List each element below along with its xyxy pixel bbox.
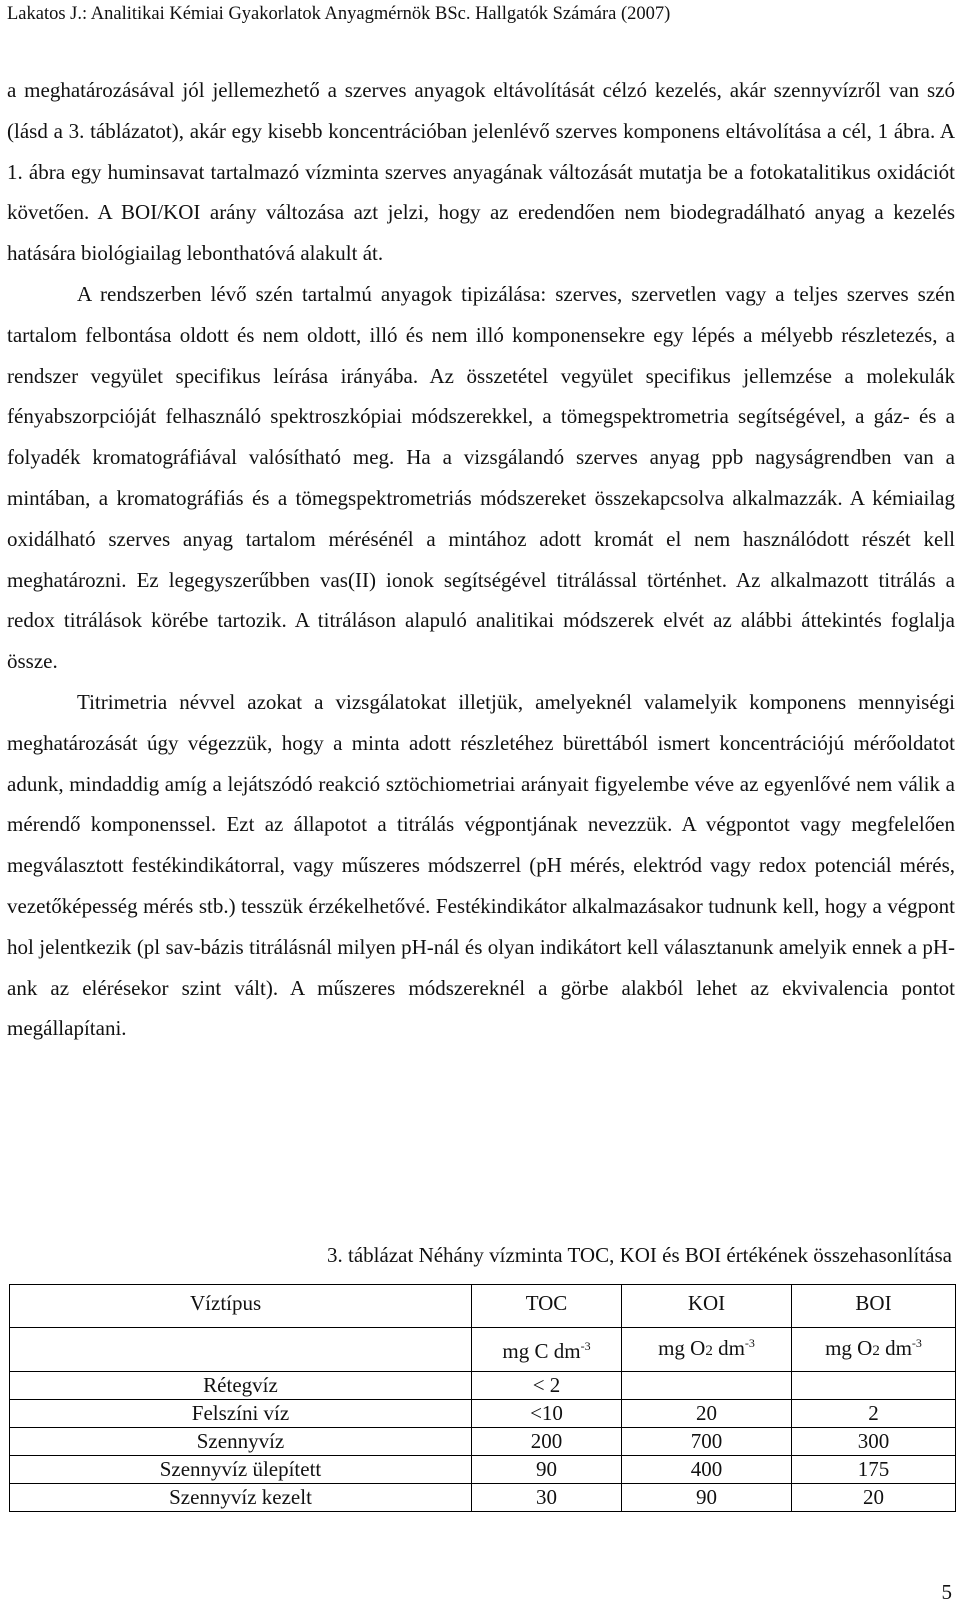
- cell-water-type: Szennyvíz kezelt: [10, 1484, 472, 1512]
- table-header-row: [10, 1285, 956, 1328]
- unit-text: dm: [712, 1336, 745, 1360]
- cell-toc: 200: [472, 1428, 622, 1456]
- table-row: [10, 1428, 956, 1456]
- units-cell-toc: [472, 1328, 622, 1372]
- paragraph: Titrimetria névvel azokat a vizsgálatokat illetjük, amelyeknél valamelyik komponens mennyiségi meghatározását úgy végezzük, hogy a minta adott részletéhez bürettából ismert koncentrációjú mérőoldatot adunk, mindaddig amíg a lejátszódó reakció sztöchiometriai arányait figyelembe véve az egyenlővé nem válik a mérendő komponenssel. Ezt az állapotot a titrálás végpontjának nevezzük. A végpontot vagy megfelelően megválasztott festékindikátorral, vagy műszeres módszerrel (pH mérés, elektród vagy redox potenciál mérés, vezetőképesség mérés stb.) tesszük érzékelhetővé. Festékindikátor alkalmazásakor tudnunk kell, hogy a végpont hol jelentkezik (pl sav-bázis titrálásnál milyen pH-nál és olyan indikátort kell választanunk amelyik ennek a pH-ank az elérésekor szint vált). A műszeres módszereknél a görbe alakból lehet az ekvivalencia pontot megállapítani.: [7, 689, 955, 1041]
- running-header: Lakatos J.: Analitikai Kémiai Gyakorlatok Anyagmérnök BSc. Hallgatók Számára (2007): [7, 4, 671, 24]
- unit-subscript: 2: [705, 1343, 713, 1359]
- unit-exponent: -3: [744, 1336, 755, 1350]
- cell-toc: 30: [472, 1484, 622, 1512]
- unit-text: dm: [879, 1336, 912, 1360]
- units-cell-koi: [622, 1328, 792, 1372]
- cell-water-type: Szennyvíz ülepített: [10, 1456, 472, 1484]
- table-row: [10, 1456, 956, 1484]
- cell-boi: 175: [792, 1456, 956, 1484]
- unit-text: mg O: [825, 1336, 873, 1360]
- table-row: [10, 1484, 956, 1512]
- cell-boi: 20: [792, 1484, 956, 1512]
- body-text: [7, 70, 955, 1049]
- unit-text: mg O: [658, 1336, 706, 1360]
- cell-koi: 400: [622, 1456, 792, 1484]
- unit-exponent: -3: [911, 1336, 922, 1350]
- cell-water-type: Rétegvíz: [10, 1372, 472, 1400]
- cell-water-type: Felszíni víz: [10, 1400, 472, 1428]
- table-row: [10, 1400, 956, 1428]
- unit-exponent: -3: [580, 1339, 591, 1353]
- cell-toc: 90: [472, 1456, 622, 1484]
- cell-koi: [622, 1372, 792, 1400]
- unit-subscript: 2: [872, 1343, 880, 1359]
- cell-koi: 20: [622, 1400, 792, 1428]
- cell-toc: <10: [472, 1400, 622, 1428]
- cell-koi: 700: [622, 1428, 792, 1456]
- cell-toc: < 2: [472, 1372, 622, 1400]
- header-cell-toc: TOC: [472, 1285, 622, 1328]
- water-sample-table: [9, 1284, 956, 1512]
- cell-koi: 90: [622, 1484, 792, 1512]
- cell-boi: 300: [792, 1428, 956, 1456]
- page-number: 5: [941, 1580, 952, 1604]
- cell-boi: [792, 1372, 956, 1400]
- header-cell-koi: KOI: [622, 1285, 792, 1328]
- paragraph: a meghatározásával jól jellemezhető a szerves anyagok eltávolítását célzó kezelés, akár szennyvízről van szó (lásd a 3. táblázatot), akár egy kisebb koncentrációban jelenlévő szerves komponens eltávolítása a cél, 1 ábra. A 1. ábra egy huminsavat tartalmazó vízminta szerves anyagának változását mutatja be a fotokatalitikus oxidációt követően. A BOI/KOI arány változása azt jelzi, hogy az eredendően nem biodegradálható anyag a kezelés hatására biológiailag lebonthatóvá alakult át.: [7, 78, 955, 266]
- cell-water-type: Szennyvíz: [10, 1428, 472, 1456]
- units-cell-empty: [10, 1328, 472, 1372]
- table-units-row: [10, 1328, 956, 1372]
- units-cell-boi: [792, 1328, 956, 1372]
- header-cell-boi: BOI: [792, 1285, 956, 1328]
- unit-text: mg C dm: [502, 1339, 581, 1363]
- header-cell-water-type: Víztípus: [10, 1285, 472, 1328]
- table-row: [10, 1372, 956, 1400]
- cell-boi: 2: [792, 1400, 956, 1428]
- table-caption: 3. táblázat Néhány vízminta TOC, KOI és BOI értékének összehasonlítása: [327, 1243, 952, 1267]
- paragraph: A rendszerben lévő szén tartalmú anyagok tipizálása: szerves, szervetlen vagy a teljes szerves szén tartalom felbontása oldott és nem oldott, illó és nem illó komponensekre egy lépés a mélyebb részletezés, a rendszer vegyület specifikus leírása irányába. Az összetétel vegyület specifikus jellemzése a molekulák fényabszorpcióját felhasználó spektroszkópiai módszerekkel, a tömegspektrometria segítségével, a gáz- és a folyadék kromatográfiával valósítható meg. Ha a vizsgálandó szerves anyag ppb nagyságrendben van a mintában, a kromatográfiás és a tömegspektrometriás módszereket összekapcsolva alkalmazzák. A kémiailag oxidálható szerves anyag tartalom mérésénél a mintához adott kromát el nem használódott részét kell meghatározni. Ez legegyszerűbben vas(II) ionok segítségével titrálással történhet. Az alkalmazott titrálás a redox titrálások körébe tartozik. A titráláson alapuló analitikai módszerek elvét az alábbi áttekintés foglalja össze.: [7, 281, 955, 674]
